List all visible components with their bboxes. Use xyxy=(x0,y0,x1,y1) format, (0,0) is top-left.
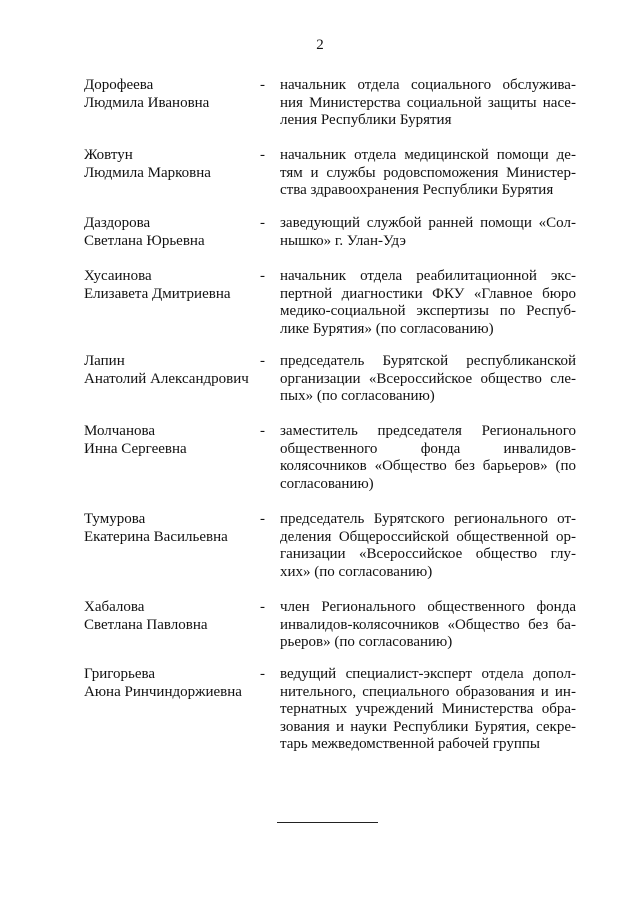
member-name xyxy=(84,268,262,303)
dash-separator: - xyxy=(260,353,265,369)
role-line: хих» (по согласованию) xyxy=(280,563,433,580)
role-line: ления Республики Бурятия xyxy=(280,112,452,128)
role-line: тарь межведомственной рабочей группы xyxy=(280,736,540,752)
dash-separator: - xyxy=(260,268,265,284)
member-surname: Молчанова xyxy=(84,423,156,439)
member-role xyxy=(280,511,576,581)
member-given-names: Екатерина Васильевна xyxy=(84,528,228,545)
member-name xyxy=(84,511,262,546)
role-line: медико-социальной экспертизы по Респуб- xyxy=(280,303,576,319)
member-surname: Дорофеева xyxy=(84,77,154,93)
role-line: начальник отдела реабилитационной экс- xyxy=(280,268,576,284)
role-line: председатель Бурятского регионального от- xyxy=(280,511,576,527)
role-line: ства здравоохранения Республики Бурятия xyxy=(280,182,554,198)
member-role xyxy=(280,77,576,130)
member-name xyxy=(84,353,262,388)
role-line: нительного, специального образования и ин- xyxy=(280,683,576,700)
dash-separator: - xyxy=(260,666,265,682)
role-line: тернатных учреждений Министерства обра- xyxy=(280,701,576,717)
role-line: организации «Всероссийское общество сле- xyxy=(280,370,576,387)
page-number: 2 xyxy=(316,37,324,53)
role-line: ния Министерства социальной защиты насе- xyxy=(280,94,576,111)
dash-separator: - xyxy=(260,599,265,615)
role-line: начальник отдела социального обслужива- xyxy=(280,77,576,93)
member-surname: Григорьева xyxy=(84,666,156,682)
member-role xyxy=(280,215,576,250)
role-line: зования и науки Республики Бурятия, секре- xyxy=(280,718,576,735)
member-role xyxy=(280,666,576,754)
member-given-names: Светлана Павловна xyxy=(84,616,208,633)
member-name xyxy=(84,147,262,182)
member-role xyxy=(280,147,576,200)
member-surname: Хабалова xyxy=(84,599,145,615)
role-line: заведующий службой ранней помощи «Сол- xyxy=(280,215,576,231)
role-line: деления Общероссийской общественной ор- xyxy=(280,528,576,545)
member-name xyxy=(84,423,262,458)
role-line: лике Бурятия» (по согласованию) xyxy=(280,320,494,337)
role-line: инвалидов-колясочников «Общество без ба- xyxy=(280,616,576,633)
member-role xyxy=(280,423,576,493)
role-line: общественного фонда инвалидов- xyxy=(280,440,576,457)
role-line: ведущий специалист-эксперт отдела допол- xyxy=(280,666,576,682)
role-line: заместитель председателя Регионального xyxy=(280,423,576,439)
role-line: нышко» г. Улан-Удэ xyxy=(280,232,406,249)
member-given-names: Светлана Юрьевна xyxy=(84,232,205,249)
role-line: согласованию) xyxy=(280,475,374,492)
footer-rule xyxy=(277,822,378,823)
role-line: председатель Бурятской республиканской xyxy=(280,353,576,369)
member-given-names: Людмила Марковна xyxy=(84,164,211,181)
dash-separator: - xyxy=(260,511,265,527)
role-line: рьеров» (по согласованию) xyxy=(280,634,453,650)
member-surname: Жовтун xyxy=(84,147,133,163)
member-given-names: Елизавета Дмитриевна xyxy=(84,285,231,302)
member-name xyxy=(84,77,262,112)
role-line: пых» (по согласованию) xyxy=(280,388,435,404)
role-line: тям и службы родовспоможения Министер- xyxy=(280,164,576,181)
member-surname: Даздорова xyxy=(84,215,151,231)
member-given-names: Инна Сергеевна xyxy=(84,440,187,457)
role-line: член Регионального общественного фонда xyxy=(280,599,576,615)
role-line: колясочников «Общество без барьеров» (по xyxy=(280,458,576,474)
member-role xyxy=(280,268,576,338)
member-name xyxy=(84,666,262,701)
role-line: пертной диагностики ФКУ «Главное бюро xyxy=(280,285,576,302)
member-given-names: Анатолий Александрович xyxy=(84,370,249,387)
role-line: ганизации «Всероссийское общество глу- xyxy=(280,546,576,562)
member-role xyxy=(280,353,576,406)
member-surname: Тумурова xyxy=(84,511,146,527)
role-line: начальник отдела медицинской помощи де- xyxy=(280,147,576,163)
dash-separator: - xyxy=(260,77,265,93)
member-name xyxy=(84,215,262,250)
member-role xyxy=(280,599,576,652)
member-name xyxy=(84,599,262,634)
member-given-names: Аюна Ринчиндоржиевна xyxy=(84,683,242,700)
member-surname: Хусаинова xyxy=(84,268,152,284)
dash-separator: - xyxy=(260,147,265,163)
member-surname: Лапин xyxy=(84,353,125,369)
dash-separator: - xyxy=(260,215,265,231)
dash-separator: - xyxy=(260,423,265,439)
member-given-names: Людмила Ивановна xyxy=(84,94,210,111)
